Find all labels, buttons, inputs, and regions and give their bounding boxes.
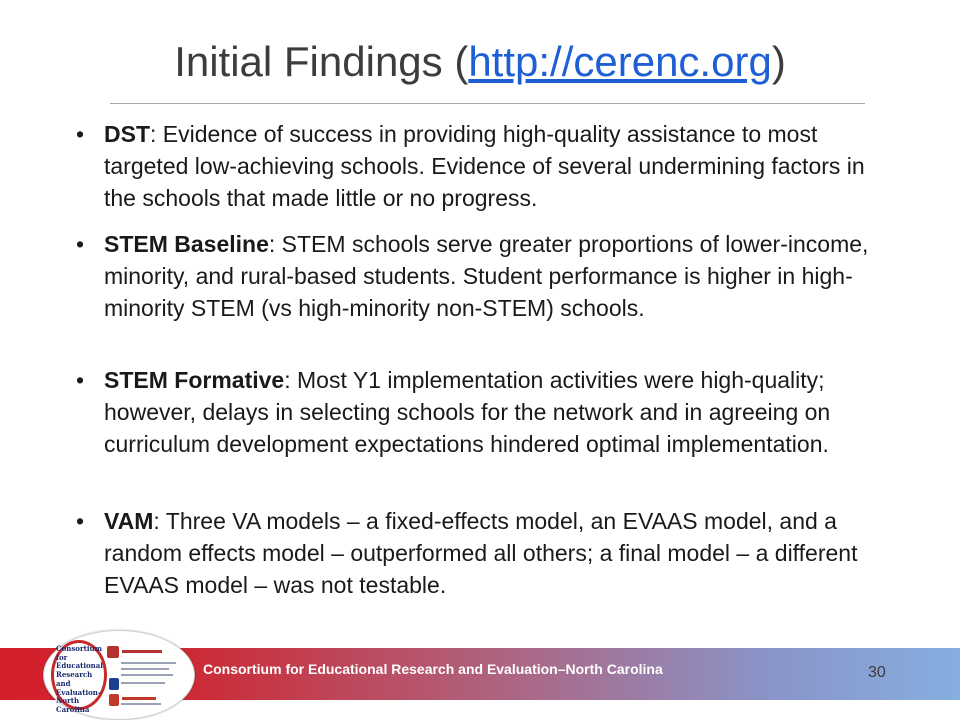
bullet-dot-icon: •: [76, 367, 85, 393]
partner-text-line: [121, 662, 176, 664]
seal-line: North: [56, 696, 80, 706]
bullet-dst: [70, 118, 890, 214]
seal-line: Evaluation–: [56, 687, 102, 697]
bullet-term: STEM Formative: [104, 367, 285, 393]
friday-institute-icon: [109, 694, 119, 706]
bullet-term: VAM: [104, 508, 154, 534]
seal-line: Carolina: [56, 704, 90, 714]
seal-text: [56, 644, 103, 715]
partner-logos-icon: [107, 646, 185, 708]
bullet-term: STEM Baseline: [104, 231, 269, 257]
title-prefix: Initial Findings (: [174, 38, 469, 85]
seal-line: Research and: [56, 670, 93, 688]
university-seal-icon: [109, 678, 119, 690]
bullet-text: : Evidence of success in providing high-quality assistance to most targeted low-achieving schools. Evidence of several undermining factors in the schools that made little or no progress.: [104, 121, 865, 211]
partner-text-line: [121, 674, 173, 676]
title-suffix: ): [771, 38, 786, 85]
partner-text-line: [121, 703, 161, 705]
seal-line: Educational: [56, 661, 103, 671]
bullet-term: DST: [104, 121, 150, 147]
footer-organization: Consortium for Educational Research and Evaluation–North Carolina: [203, 661, 663, 677]
bullet-dot-icon: •: [76, 121, 85, 147]
serve-center-icon: [107, 646, 119, 658]
bullet-text: : Three VA models – a fixed-effects model, an EVAAS model, and a random effects model – outperformed all others; a final model – a different EVAAS model – was not testable.: [104, 508, 858, 598]
bullet-text: : Most Y1 implementation activities were high-quality; however, delays in selecting schools for the network and in agreeing on curriculum development expectations hindered optimal implementation.: [104, 367, 831, 457]
bullet-dot-icon: •: [76, 231, 85, 257]
page-number: 30: [868, 664, 886, 681]
bullet-dot-icon: •: [76, 508, 85, 534]
partner-text-line: [121, 682, 165, 684]
bullet-stem-baseline: [70, 228, 890, 324]
title-link[interactable]: http://cerenc.org: [468, 38, 772, 85]
bullet-text: : STEM schools serve greater proportions of lower-income, minority, and rural-based students. Student performance is higher in high-minority STEM (vs high-minority non-STEM) schools.: [104, 231, 869, 321]
friday-institute-wordmark: [122, 697, 156, 700]
title-divider: [110, 103, 865, 104]
slide-title: [0, 38, 960, 86]
serve-center-wordmark: [122, 650, 162, 653]
bullet-stem-formative: [70, 364, 890, 460]
seal-line: Consortium for: [56, 644, 103, 662]
partner-text-line: [121, 668, 169, 670]
bullet-vam: [70, 505, 890, 601]
